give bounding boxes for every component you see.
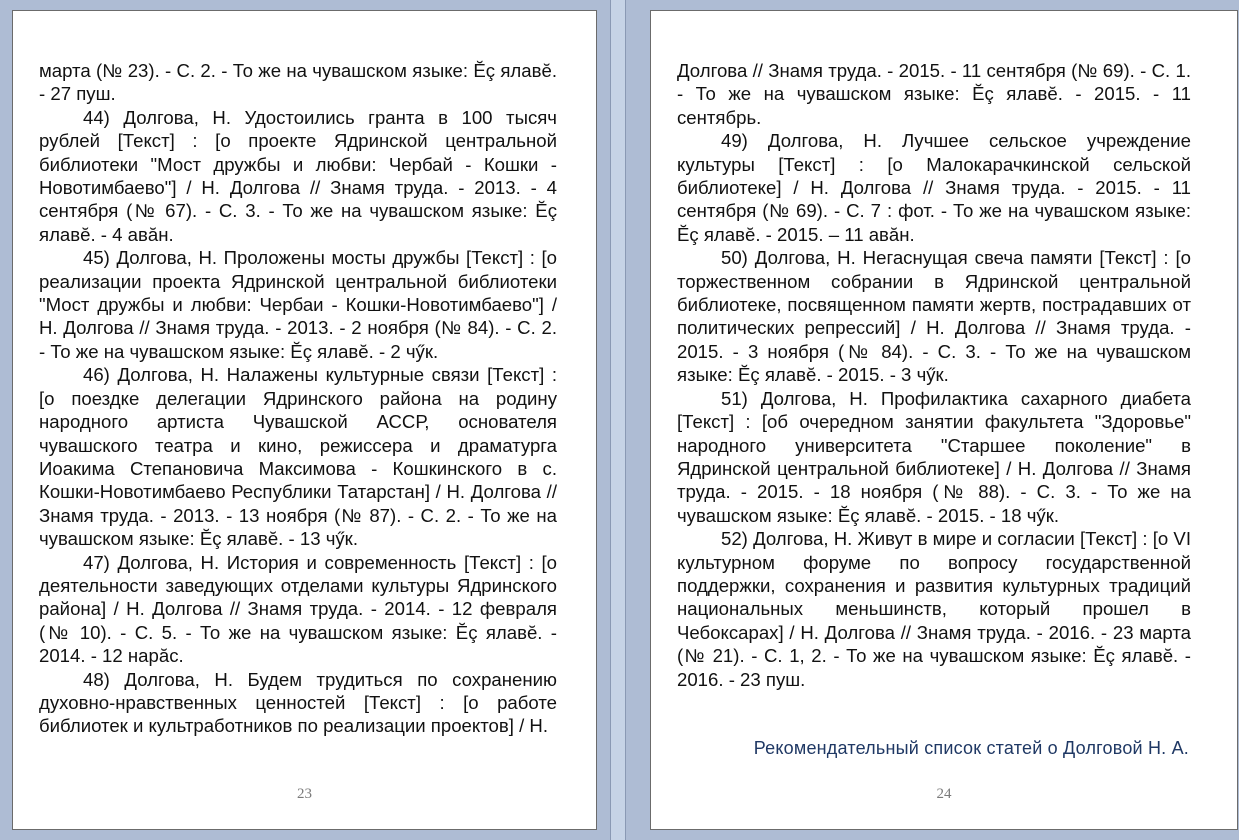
page-number: 24	[936, 786, 952, 802]
page-23[interactable]	[12, 10, 597, 830]
bibliography-entry-47: 47) Долгова, Н. История и современность [Текст] : [о деятельности заведующих отделами культуры Ядринского района] / Н. Долгова // Знамя труда. - 2014. - 12 февраля (№ 10). - С. 5. - То же на чувашском языке: Ĕç ялавĕ. - 2014. - 12 нарăс.	[39, 551, 557, 667]
bibliography-entry-45: 45) Долгова, Н. Проложены мосты дружбы [Текст] : [о реализации проекта Ядринской центральной библиотеки "Мост дружбы и любви: Чербаи - Кошки-Новотимбаево"] / Н. Долгова // Знамя труда. - 2013. - 2 ноября (№ 84). - С. 2. - То же на чувашском языке: Ĕç ялавĕ. - 2 чӳк.	[39, 247, 557, 362]
bibliography-entry-44: 44) Долгова, Н. Удостоились гранта в 100 тысяч рублей [Текст] : [о проекте Ядринской центральной библиотеки "Мост дружбы и любви: Чербай - Кошки - Новотимбаево"] / Н. Долгова // Знамя труда. - 2013. - 4 сентября (№ 67). - С. 3. - То же на чувашском языке: Ĕç ялавĕ. - 4 авăн.	[39, 106, 557, 245]
bibliography-entry-52: 52) Долгова, Н. Живут в мире и согласии [Текст] : [о VI культурном форуме по вопросу государственной поддержки, сохранения и развития культурных традиций национальных меньшинств, который прошел в Чебоксарах] / Н. Долгова // Знамя труда. - 2016. - 23 марта (№ 21). - С. 1, 2. - То же на чувашском языке: Ĕç ялавĕ. - 2016. - 23 пуш.	[677, 528, 1191, 690]
bibliography-entry-49: 49) Долгова, Н. Лучшее сельское учреждение культуры [Текст] : [о Малокарачкинской сельской библиотеке] / Н. Долгова // Знамя труда. - 2015. - 11 сентября (№ 69). - С. 7 : фот. - То же на чувашском языке: Ĕç ялавĕ. - 2015. – 11 авăн.	[677, 130, 1191, 245]
footer-title: Рекомендательный список статей о Долговой Н. А.	[753, 738, 1189, 758]
page-24[interactable]	[650, 10, 1238, 830]
paragraph-continuation: марта (№ 23). - С. 2. - То же на чувашском языке: Ĕç ялавĕ. - 27 пуш.	[39, 60, 557, 105]
bibliography-entry-48: 48) Долгова, Н. Будем трудиться по сохранению духовно-нравственных ценностей [Текст] : [о работе библиотек и культработников по реализации проектов] / Н.	[39, 668, 557, 737]
paragraph-continuation: Долгова // Знамя труда. - 2015. - 11 сентября (№ 69). - С. 1. - То же на чувашском языке: Ĕç ялавĕ. - 2015. - 11 сентябрь.	[677, 60, 1191, 128]
bibliography-entry-46: 46) Долгова, Н. Налажены культурные связи [Текст] : [о поездке делегации Ядринского района на родину народного артиста Чувашской АССР, основателя чувашского театра и кино, режиссера и драматурга Иоакима Степановича Максимова - Кошкинского в с. Кошки-Новотимбаево Республики Татарстан] / Н. Долгова // Знамя труда. - 2013. - 13 ноября (№ 87). - С. 2. - То же на чувашском языке: Ĕç ялавĕ. - 13 чӳк.	[39, 364, 557, 550]
bibliography-entry-51: 51) Долгова, Н. Профилактика сахарного диабета [Текст] : [об очередном занятии факультета "Здоровье" народного университета "Старшее поколение" в Ядринской центральной библиотеке] / Н. Долгова // Знамя труда. - 2015. - 18 ноября (№ 88). - С. 3. - То же на чувашском языке: Ĕç ялавĕ. - 2015. - 18 чӳк.	[677, 387, 1191, 526]
bibliography-entry-50: 50) Долгова, Н. Негаснущая свеча памяти [Текст] : [о торжественном собрании в Ядринской центральной библиотеке, посвященном памяти жертв, пострадавших от политических репрессий] / Н. Долгова // Знамя труда. - 2015. - 3 ноября (№ 84). - С. 3. - То же на чувашском языке: Ĕç ялавĕ. - 2015. - 3 чӳк.	[677, 247, 1191, 386]
page-body-right	[677, 59, 1191, 691]
page-number: 23	[297, 786, 312, 802]
page-separator	[610, 0, 626, 840]
page-body-left	[39, 59, 557, 738]
